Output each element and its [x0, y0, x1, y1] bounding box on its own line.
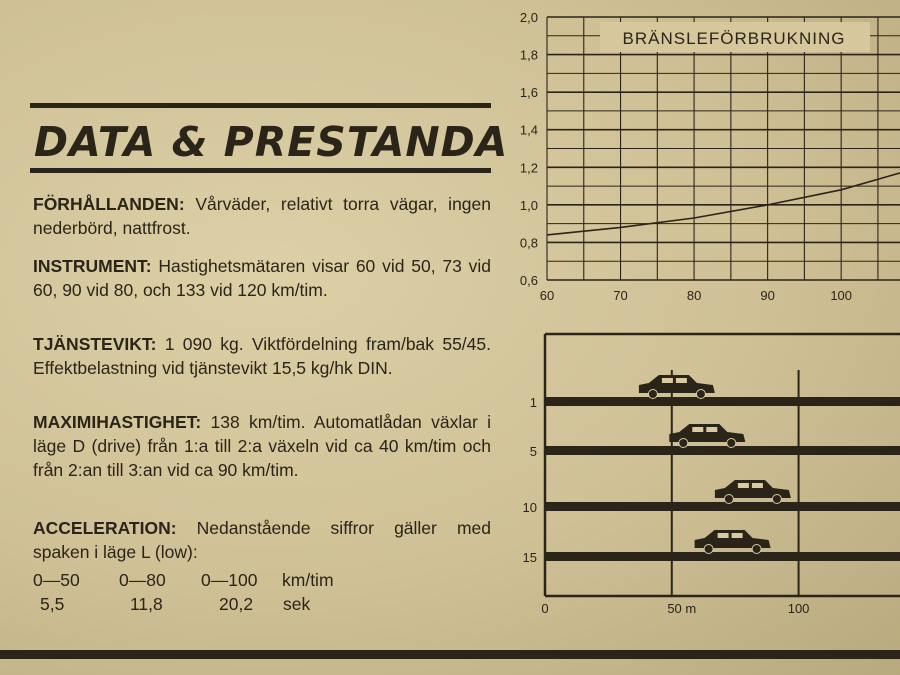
title-underline	[30, 168, 491, 173]
section-text: Nedanstående siffror gäller med spaken i läge L (low):	[33, 518, 491, 562]
acc-value-0-80: 11,8	[130, 594, 163, 614]
acc-header-0-100: 0—100	[201, 570, 258, 590]
car-wheel	[727, 439, 736, 448]
y-tick-label: 1,4	[519, 122, 538, 138]
car-wheel	[704, 545, 713, 554]
row-label: 5	[529, 444, 537, 459]
acc-value-unit: sek	[283, 594, 311, 614]
acc-value-0-100: 20,2	[219, 594, 254, 614]
x-tick-label: 100	[787, 601, 810, 616]
car-window	[732, 533, 743, 538]
y-tick-label: 2,0	[519, 10, 538, 25]
road-band	[545, 502, 900, 511]
car-window	[738, 483, 749, 488]
car-wheel	[724, 495, 733, 504]
acc-header-0-50: 0—50	[33, 570, 80, 590]
road-band	[545, 397, 900, 406]
acc-header-unit: km/tim	[282, 570, 334, 590]
car-wheel	[752, 545, 761, 554]
x-tick-label: 80	[686, 288, 702, 303]
y-tick-label: 1,2	[519, 160, 538, 176]
section-maximihastighet	[33, 410, 491, 482]
y-tick-label: 1,0	[519, 197, 538, 213]
section-key: MAXIMIHASTIGHET:	[33, 412, 202, 432]
y-tick-label: 1,8	[519, 47, 538, 63]
section-text: Hastighetsmätaren visar 60 vid 50, 73 vid 60, 90 vid 80, och 133 vid 120 km/tim.	[33, 256, 491, 300]
x-tick-label: 0	[541, 601, 549, 616]
section-text: Vårväder, relativt torra vägar, ingen nederbörd, nattfrost.	[33, 194, 491, 238]
braking-distance-chart	[500, 320, 900, 620]
acc-value-0-50: 5,5	[40, 594, 65, 614]
car-window	[676, 378, 687, 383]
section-forhallanden	[33, 192, 491, 240]
section-text: 1 090 kg. Viktfördelning fram/bak 55/45. Effektbelastning vid tjänstevikt 15,5 kg/hk DIN.	[33, 334, 491, 378]
section-key: ACCELERATION:	[33, 518, 177, 538]
car-window	[752, 483, 763, 488]
section-key: FÖRHÅLLANDEN:	[33, 194, 185, 214]
section-instrument	[33, 254, 491, 302]
top-rule	[30, 103, 491, 108]
y-tick-label: 1,6	[519, 85, 538, 101]
car-window	[706, 427, 717, 432]
fuel-curve	[547, 173, 900, 235]
y-tick-label: 0,8	[519, 235, 538, 251]
x-tick-label: 70	[613, 288, 628, 303]
section-acceleration	[33, 516, 491, 564]
car-wheel	[648, 390, 657, 399]
car-wheel	[679, 439, 688, 448]
article-title: DATA & PRESTANDA	[34, 118, 509, 166]
car-wheel	[772, 495, 781, 504]
row-label: 10	[522, 500, 537, 515]
road-band	[545, 552, 900, 561]
x-tick-label: 90	[760, 288, 775, 303]
section-key: INSTRUMENT:	[33, 256, 152, 276]
x-tick-label: 60	[539, 288, 555, 303]
acceleration-table	[33, 568, 433, 618]
x-tick-label: 50 m	[667, 601, 697, 616]
car-window	[718, 533, 729, 538]
row-label: 1	[529, 395, 537, 410]
car-icon	[715, 480, 791, 504]
car-icon	[669, 424, 745, 448]
car-wheel	[696, 390, 705, 399]
row-label: 15	[522, 550, 537, 565]
car-window	[662, 378, 673, 383]
acc-header-0-80: 0—80	[119, 570, 166, 590]
fuel-consumption-chart	[500, 0, 900, 310]
car-icon	[639, 375, 715, 399]
car-window	[692, 427, 703, 432]
section-tjanstevikt	[33, 332, 491, 380]
y-tick-label: 0,6	[519, 273, 538, 288]
section-key: TJÄNSTEVIKT:	[33, 334, 157, 354]
x-tick-label: 100	[830, 288, 853, 303]
section-text: 138 km/tim. Automatlådan växlar i läge D (drive) från 1:a till 2:a växeln vid ca 40 km/tim och från 2:an till 3:an vid ca 90 km/tim.	[33, 412, 491, 480]
road-band	[545, 446, 900, 455]
car-icon	[695, 530, 771, 554]
bottom-rule	[0, 650, 900, 659]
chart-title: BRÄNSLEFÖRBRUKNING	[622, 29, 846, 48]
